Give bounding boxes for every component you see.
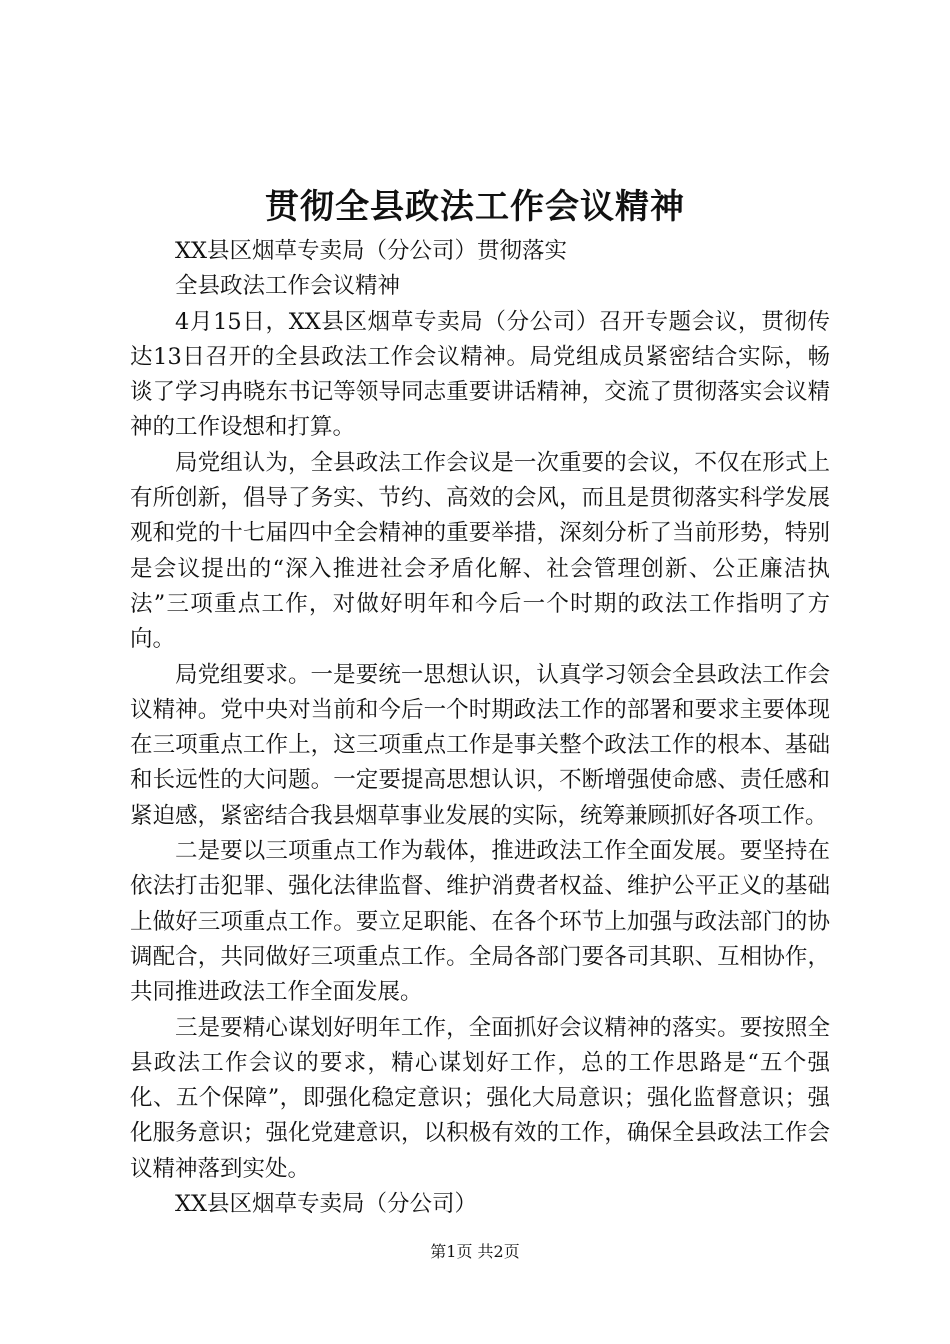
paragraph-requirement-one: 局党组要求。一是要统一思想认识，认真学习领会全县政法工作会议精神。党中央对当前和今后一个时期政法工作的部署和要求主要体现在三项重点工作上，这三项重点工作是事关整个政法工作的根本、基础和长远性的大问题。一定要提高思想认识，不断增强使命感、责任感和紧迫感，紧密结合我县烟草事业发展的实际，统筹兼顾抓好各项工作。 xyxy=(130,661,830,829)
paragraph-requirement-two: 二是要以三项重点工作为载体，推进政法工作全面发展。要坚持在依法打击犯罪、强化法律监督、维护消费者权益、维护公平正义的基础上做好三项重点工作。要立足职能、在各个环节上加强与政法部门的协调配合，共同做好三项重点工作。全局各部门要各司其职、互相协作，共同推进政法工作全面发展。 xyxy=(130,838,830,1006)
page-indicator: 第1页 共2页 xyxy=(430,1242,520,1261)
paragraph-meeting-summary: 4月15日，XX县区烟草专卖局（分公司）召开专题会议，贯彻传达13日召开的全县政法工作会议精神。局党组成员紧密结合实际，畅谈了学习冉晓东书记等领导同志重要讲话精神，交流了贯彻落实会议精神的工作设想和打算。 xyxy=(130,308,830,441)
paragraph-requirement-three: 三是要精心谋划好明年工作，全面抓好会议精神的落实。要按照全县政法工作会议的要求，精心谋划好工作，总的工作思路是“五个强化、五个保障”，即强化稳定意识；强化大局意识；强化监督意识；强化服务意识；强化党建意识，以积极有效的工作，确保全县政法工作会议精神落到实处。 xyxy=(130,1014,830,1182)
signature-line: XX县区烟草专卖局（分公司） xyxy=(175,1191,478,1218)
subtitle-line-2: 全县政法工作会议精神 xyxy=(175,273,401,300)
document-title: 贯彻全县政法工作会议精神 xyxy=(265,187,685,227)
subtitle-line-1: XX县区烟草专卖局（分公司）贯彻落实 xyxy=(175,238,568,264)
paragraph-party-view: 局党组认为，全县政法工作会议是一次重要的会议，不仅在形式上有所创新，倡导了务实、节约、高效的会风，而且是贯彻落实科学发展观和党的十七届四中全会精神的重要举措，深刻分析了当前形势，特别是会议提出的“深入推进社会矛盾化解、社会管理创新、公正廉洁执法”三项重点工作，对做好明年和今后一个时期的政法工作指明了方向。 xyxy=(130,449,830,653)
document-body xyxy=(130,234,830,1222)
